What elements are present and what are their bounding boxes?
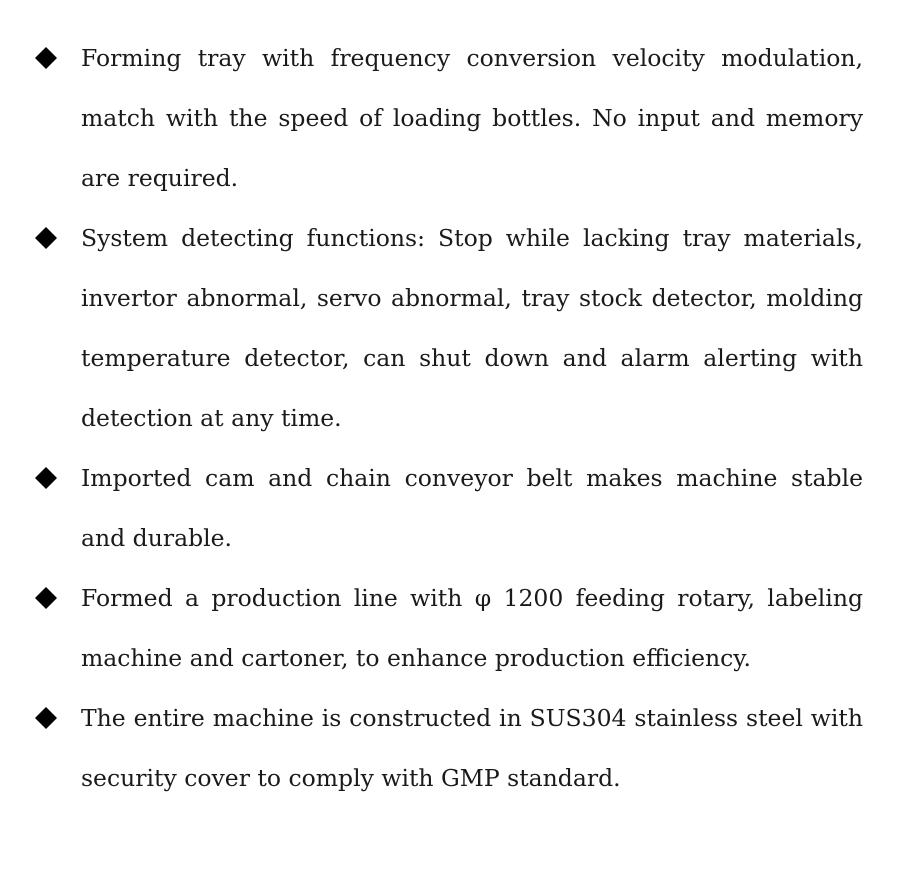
black-diamond-icon <box>35 47 57 69</box>
feature-list <box>0 28 900 808</box>
feature-item-production-line <box>0 568 900 688</box>
feature-text: System detecting functions: Stop while lacking tray materials, invertor abnormal, servo abnormal, tray stock detector, molding temperature detector, can shut down and alarm alerting with detection at any time. <box>81 224 863 432</box>
feature-text: Imported cam and chain conveyor belt makes machine stable and durable. <box>81 464 863 552</box>
feature-document <box>0 28 900 808</box>
black-diamond-icon <box>35 467 57 489</box>
black-diamond-icon <box>35 227 57 249</box>
black-diamond-icon <box>35 707 57 729</box>
feature-text: Forming tray with frequency conversion velocity modulation, match with the speed of loading bottles. No input and memory are required. <box>81 44 863 192</box>
feature-item-system-detecting <box>0 208 900 448</box>
feature-item-stainless-steel <box>0 688 900 808</box>
feature-item-tray-forming <box>0 28 900 208</box>
feature-item-conveyor <box>0 448 900 568</box>
black-diamond-icon <box>35 587 57 609</box>
feature-text: The entire machine is constructed in SUS304 stainless steel with security cover to comply with GMP standard. <box>81 704 863 792</box>
feature-text: Formed a production line with φ 1200 feeding rotary, labeling machine and cartoner, to enhance production efficiency. <box>81 584 863 672</box>
